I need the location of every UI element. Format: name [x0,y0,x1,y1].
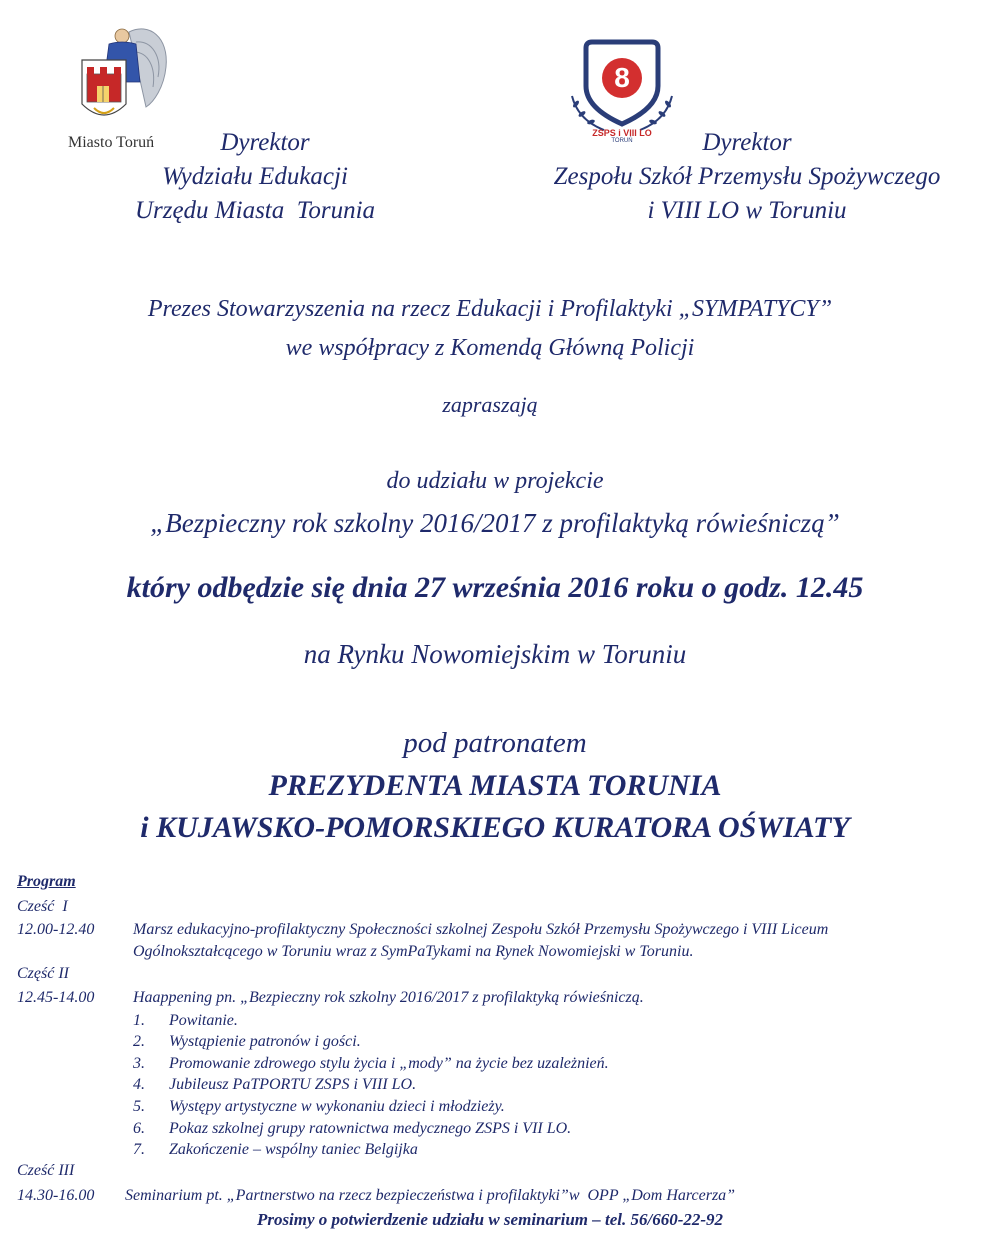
list-item [133,1074,416,1096]
left-header-title: Dyrektor [220,129,310,156]
right-header-title: Dyrektor [702,129,792,156]
patron-mayor: PREZYDENTA MIASTA TORUNIA [268,769,722,802]
patron-curator: i KUJAWSKO-POMORSKIEGO KURATORA OŚWIATY [140,811,850,844]
part1-line1: Marsz edukacyjno-profilaktyczny Społeczności szkolnej Zespołu Szkół Przemysłu Spożywczego i VIII Liceum [133,921,829,938]
patronage-label: pod patronatem [403,727,587,759]
list-item-text: Występy artystyczne w wykonaniu dzieci i młodzieży. [169,1098,505,1115]
part3-desc: Seminarium pt. „Partnerstwo na rzecz bezpieczeństwa i profilaktyki”w OPP „Dom Harcerza” [125,1187,736,1204]
event-place: na Rynku Nowomiejskim w Toruniu [303,639,687,669]
list-item-number: 2. [133,1033,145,1050]
torun-coat-of-arms-logo [74,22,174,130]
part1-time: 12.00-12.40 [17,921,95,938]
part1-label: Cześć I [17,898,68,915]
program-title: Program [17,873,76,890]
part2-desc: Haappening pn. „Bezpieczny rok szkolny 2016/2017 z profilaktyką rówieśniczą. [133,989,644,1006]
list-item-text: Promowanie zdrowego stylu życia i „mody” na życie bez uzależnień. [169,1055,609,1072]
part2-time: 12.45-14.00 [17,989,95,1006]
part3-time: 14.30-16.00 [17,1187,95,1204]
program-section [17,871,987,1241]
invite-word: zapraszają [442,392,538,417]
left-header-line3: Urzędu Miasta Torunia [134,197,376,224]
list-item [133,1096,505,1118]
list-item [133,1118,571,1140]
part2-label: Część II [17,965,69,982]
list-item-number: 1. [133,1012,145,1029]
list-item-number: 6. [133,1120,145,1137]
list-item-text: Wystąpienie patronów i gości. [169,1033,361,1050]
school-logo-text: ZSPS i VIII LO [592,128,652,138]
school-logo-number: 8 [614,62,630,93]
right-header-line3: i VIII LO w Toruniu [647,197,847,224]
part1-line2: Ogólnokształcącego w Toruniu wraz z SymPaTykami na Rynek Nowomiejski w Toruniu. [133,943,694,960]
right-header-line2: Zespołu Szkół Przemysłu Spożywczego [553,163,941,190]
project-name: „Bezpieczny rok szkolny 2016/2017 z profilaktyką rówieśniczą” [150,508,840,538]
list-item-number: 7. [133,1141,145,1158]
list-item-number: 5. [133,1098,145,1115]
list-item-number: 3. [133,1055,145,1072]
list-item-text: Pokaz szkolnej grupy ratownictwa medycznego ZSPS i VII LO. [169,1120,572,1137]
school-logo-city: TORUŃ [611,138,633,144]
seminar-confirmation: Prosimy o potwierdzenie udziału w seminarium – tel. 56/660-22-92 [256,1210,724,1229]
organizer-line: Prezes Stowarzyszenia na rzecz Edukacji i Profilaktyki „SYMPATYCY” [147,296,833,322]
right-header [510,126,984,228]
list-item-text: Powitanie. [169,1012,238,1029]
list-item-text: Jubileusz PaTPORTU ZSPS i VIII LO. [169,1076,417,1093]
list-item [133,1010,238,1032]
left-header-line2: Wydziału Edukacji [162,163,348,190]
list-item [133,1053,609,1075]
list-item [133,1031,361,1053]
event-date: który odbędzie się dnia 27 września 2016 roku o godz. 12.45 [126,571,864,604]
left-header [100,126,410,228]
torun-logo-caption: Miasto Toruń [68,134,155,151]
part3-label: Cześć III [17,1162,75,1179]
cooperation-line: we współpracy z Komendą Główną Policji [285,335,695,361]
list-item-text: Zakończenie – wspólny taniec Belgijka [169,1141,418,1158]
list-item-number: 4. [133,1076,145,1093]
project-intro: do udziału w projekcie [386,468,604,494]
list-item [133,1139,418,1161]
